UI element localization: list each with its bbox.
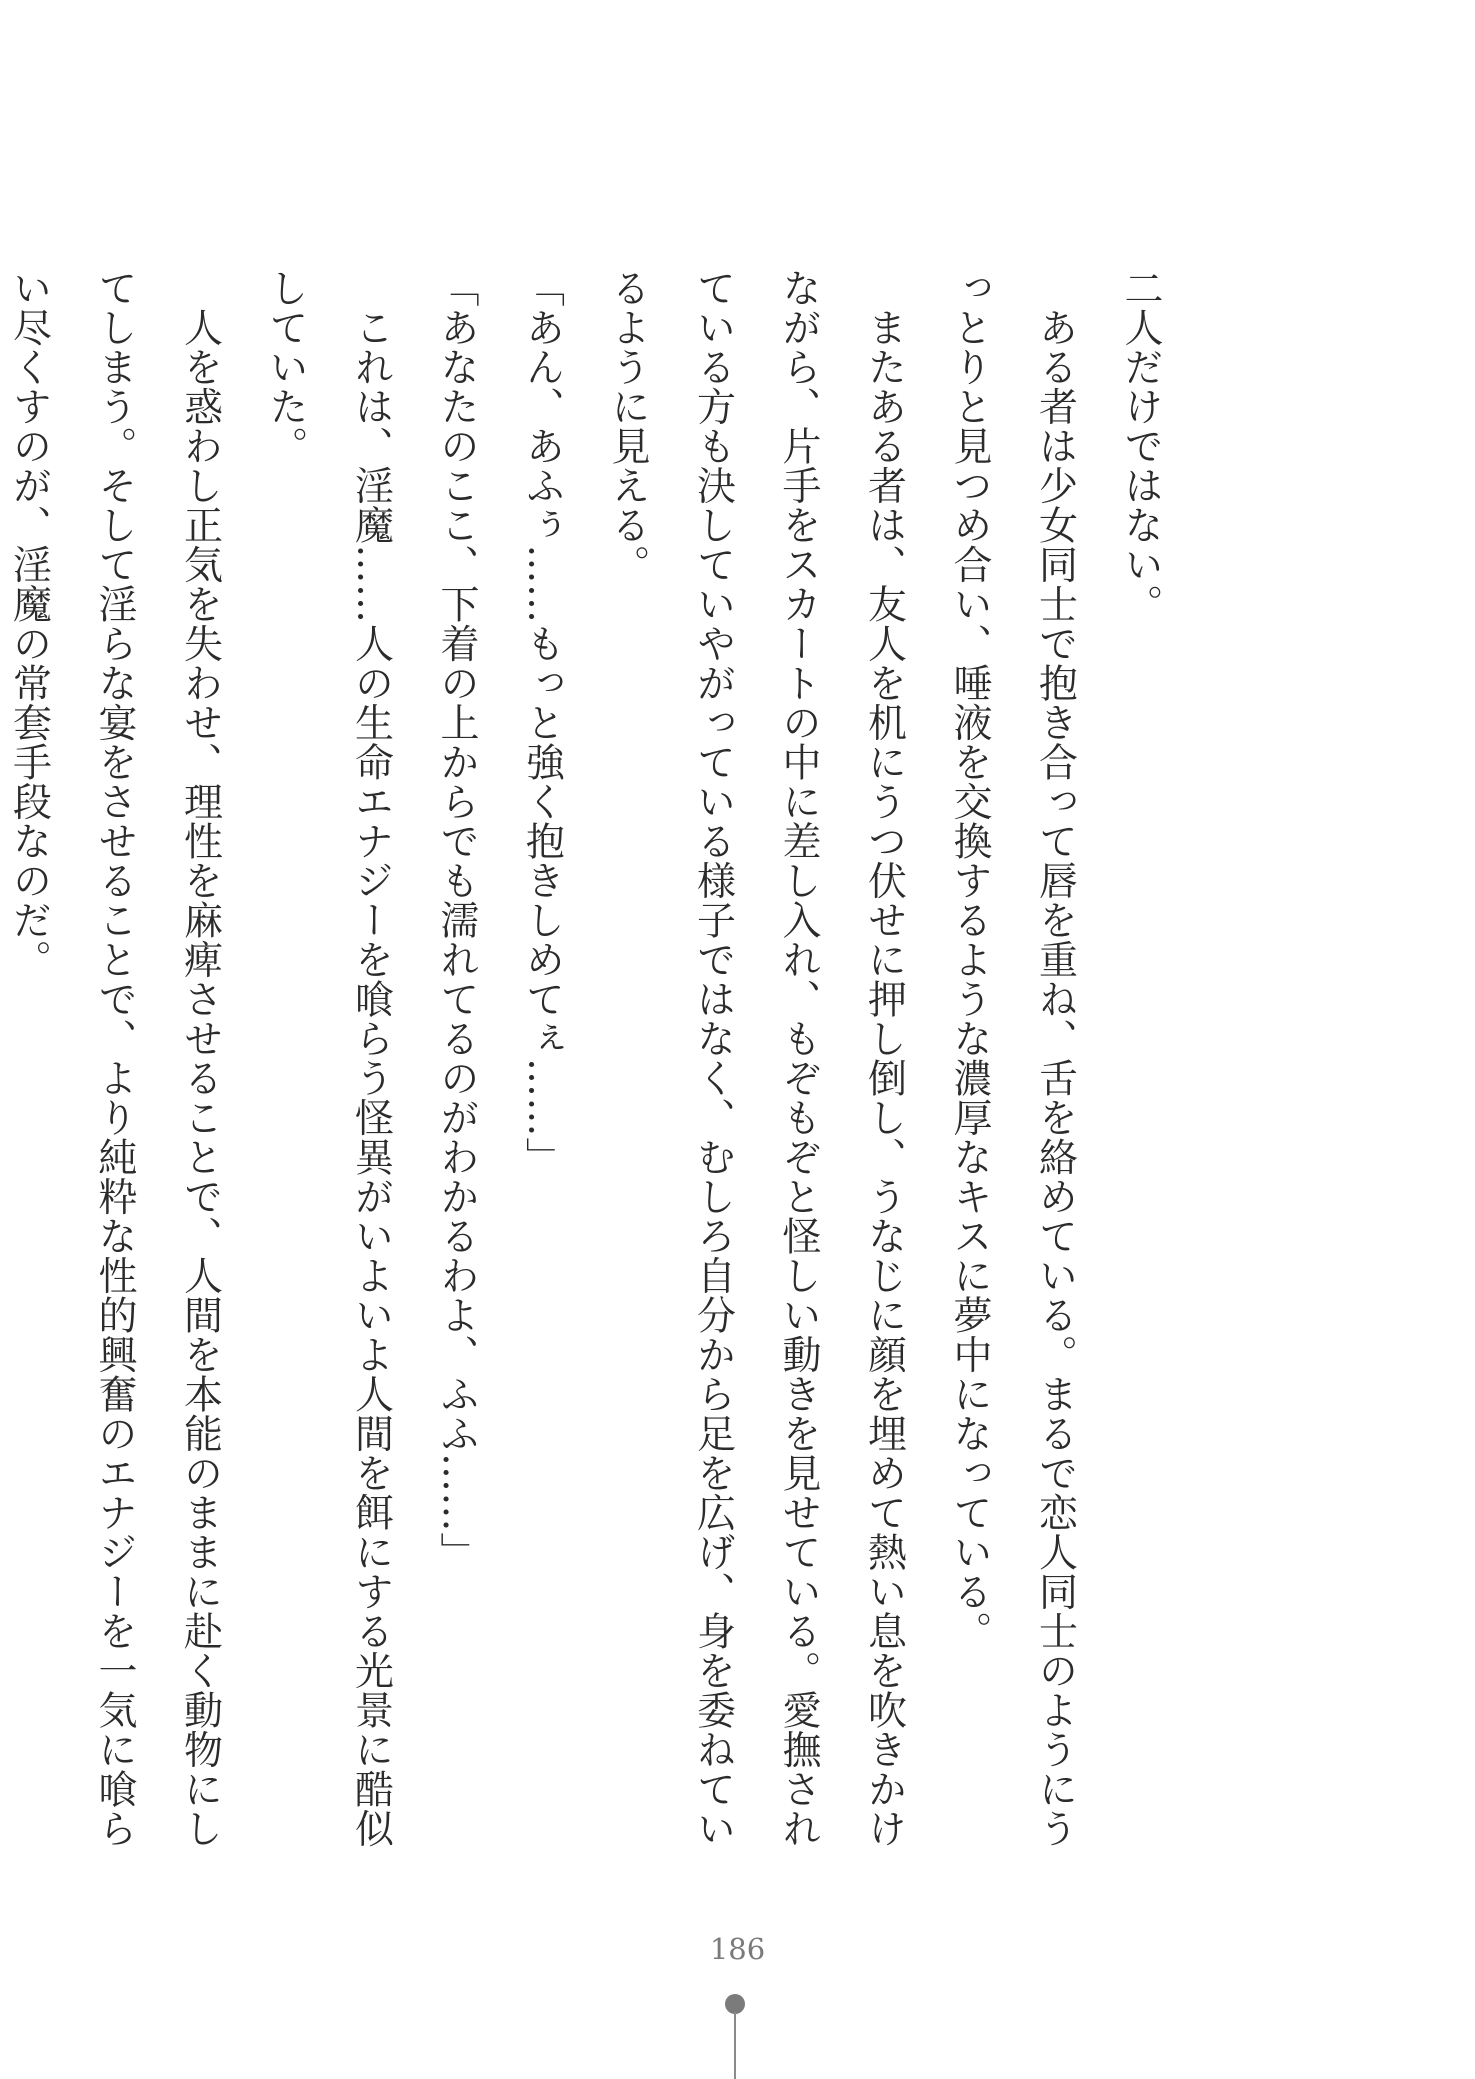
page-number: 186	[709, 1932, 766, 1966]
text-line: していた。	[263, 268, 308, 466]
text-line: るように見える。	[605, 268, 650, 584]
dialogue-line: 「あん、あふぅ……もっと強く抱きしめてぇ……」	[519, 268, 565, 1177]
body-text	[0, 268, 1183, 1848]
dialogue-line: 「あなたのここ、下着の上からでも濡れてるのがわかるわよ、ふふ……」	[434, 268, 479, 1572]
text-line: っとりと見つめ合い、唾液を交換するような濃厚なキスに夢中になっている。	[947, 268, 992, 1651]
text-line: ながら、片手をスカートの中に差し入れ、もぞもぞと怪しい動きを見せている。愛撫され	[776, 268, 821, 1848]
text-line: ある者は少女同士で抱き合って唇を重ね、舌を絡めている。まるで恋人同士のようにう	[1032, 268, 1078, 1848]
text-line: これは、淫魔……人の生命エナジーを喰らう怪異がいよいよ人間を餌にする光景に酷似	[348, 268, 394, 1848]
text-line: てしまう。そして淫らな宴をさせることで、より純粋な性的興奮のエナジーを一気に喰ら	[92, 268, 137, 1848]
text-line: またある者は、友人を机にうつ伏せに押し倒し、うなじに顔を埋めて熱い息を吹きかけ	[861, 268, 907, 1848]
text-line: い尽くすのが、淫魔の常套手段なのだ。	[6, 268, 52, 979]
text-line: ている方も決していやがっている様子ではなく、むしろ自分から足を広げ、身を委ねてい	[690, 268, 736, 1848]
folio-dot-ornament	[725, 1994, 745, 2014]
folio-vertical-rule	[734, 2012, 736, 2079]
text-line: 二人だけではない。	[1118, 268, 1163, 624]
text-line: 人を惑わし正気を失わせ、理性を麻痺させることで、人間を本能のままに赴く動物にし	[177, 268, 223, 1848]
